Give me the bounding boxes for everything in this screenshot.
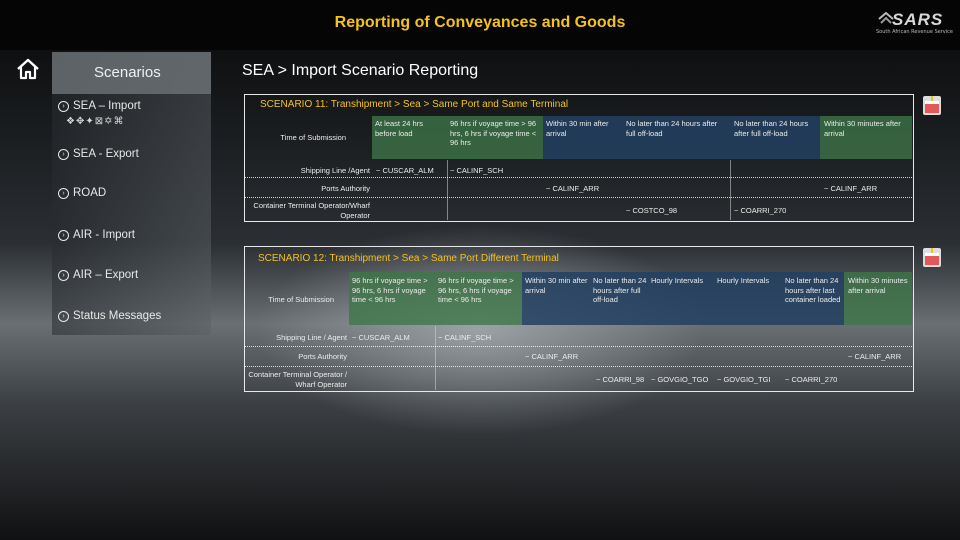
s11-time-label: Time of Submission (280, 133, 346, 142)
s12-time-cell: No later than 24 hours after last container loaded (785, 276, 841, 304)
nav-road[interactable] (58, 187, 106, 199)
s11-message: ~ CALINF_ARR (824, 184, 878, 193)
s12-time-cell: Hourly Intervals (717, 276, 770, 285)
scenario-page-title: SEA > Import Scenario Reporting (242, 62, 479, 79)
row-divider (244, 197, 912, 198)
scenario-11-title: SCENARIO 11: Transhipment > Sea > Same Port and Same Terminal (260, 99, 569, 110)
chevron-right-icon: › (58, 230, 69, 241)
s12-message: ~ GOVGIO_TGO (651, 375, 709, 384)
s11-message: ~ COARRI_270 (734, 206, 787, 215)
chevron-right-icon: › (58, 149, 69, 160)
s12-message: ~ COARRI_98 (596, 375, 645, 384)
s12-time-cell: Within 30 min after arrival (525, 276, 588, 295)
page-header-title: Reporting of Conveyances and Goods (334, 14, 626, 31)
nav-label: AIR - Import (73, 229, 135, 241)
s11-message: ~ CALINF_ARR (546, 184, 600, 193)
s11-time-cell: 96 hrs if voyage time > 96 hrs, 6 hrs if voyage time < 96 hrs (450, 119, 537, 147)
s11-time-cell: At least 24 hrs before load (375, 119, 423, 138)
nav-label: SEA – Import (73, 100, 141, 112)
s12-message: ~ CALINF_SCH (438, 333, 492, 342)
chevron-right-icon: › (58, 188, 69, 199)
chevron-right-icon: › (58, 270, 69, 281)
s12-message: ~ CUSCAR_ALM (352, 333, 410, 342)
sars-logo (876, 10, 953, 38)
nav-sea-import[interactable] (58, 100, 141, 112)
s11-time-cell: Within 30 min after arrival (546, 119, 609, 138)
nav-label: ROAD (73, 187, 107, 199)
s11-time-cell: No later than 24 hours after full off-load (626, 119, 718, 138)
s12-row-label: Shipping Line / Agent (276, 333, 347, 342)
s11-time-cell: No later than 24 hours after full off-load (734, 119, 809, 138)
s11-message: ~ CUSCAR_ALM (376, 166, 434, 175)
s12-row-label: Container Terminal Operator / Wharf Operator (248, 370, 347, 389)
scenario-12-title: SCENARIO 12: Transhipment > Sea > Same Port Different Terminal (258, 253, 559, 264)
divider (435, 326, 436, 390)
divider (730, 160, 731, 220)
nav-label: SEA - Export (73, 148, 139, 160)
s12-row-label: Ports Authority (298, 352, 347, 361)
divider (447, 160, 448, 220)
s11-row-label: Ports Authority (321, 184, 370, 193)
s11-row-label: Container Terminal Operator/Wharf Operator (253, 201, 370, 220)
s12-time-label: Time of Submission (268, 295, 334, 304)
s12-time-cell: No later than 24 hours after full off-load (593, 276, 647, 304)
logo-word: SARS (892, 10, 944, 29)
s11-message: ~ CALINF_SCH (450, 166, 504, 175)
nav-label: Status Messages (73, 310, 162, 322)
s12-time-cell: 96 hrs if voyage time > 96 hrs, 6 hrs if voyage time < 96 hrs (438, 276, 514, 304)
cake-icon[interactable] (922, 94, 942, 116)
sidebar-heading: Scenarios (94, 64, 161, 81)
cake-icon[interactable] (922, 246, 942, 268)
logo-tagline: South African Revenue Service (876, 29, 953, 35)
s12-message: ~ CALINF_ARR (525, 352, 579, 361)
s12-message: ~ COARRI_270 (785, 375, 838, 384)
nav-status-messages[interactable] (58, 310, 161, 322)
chevron-right-icon: › (58, 101, 69, 112)
s11-time-cell: Within 30 minutes after arrival (824, 119, 901, 138)
s12-time-cell: Hourly Intervals (651, 276, 704, 285)
s11-message: ~ COSTCO_98 (626, 206, 678, 215)
s12-message: ~ GOVGIO_TGI (717, 375, 771, 384)
row-divider (244, 346, 912, 347)
nav-label: AIR – Export (73, 269, 139, 281)
sidebar-heading-box (52, 52, 211, 94)
nav-air-import[interactable] (58, 229, 135, 241)
row-divider (244, 177, 912, 178)
row-divider (244, 366, 912, 367)
nav-air-export[interactable] (58, 269, 138, 281)
s12-time-cell: Within 30 minutes after arrival (848, 276, 908, 295)
chevron-right-icon: › (58, 311, 69, 322)
s12-message: ~ CALINF_ARR (848, 352, 902, 361)
home-icon[interactable] (16, 58, 40, 84)
s11-row-label: Shipping Line /Agent (300, 166, 370, 175)
nav-sea-export[interactable] (58, 148, 139, 160)
glyph-row: ❖✥✦⊠✡⌘ (66, 116, 125, 127)
s12-time-cell: 96 hrs if voyage time > 96 hrs, 6 hrs if voyage time < 96 hrs (352, 276, 428, 304)
